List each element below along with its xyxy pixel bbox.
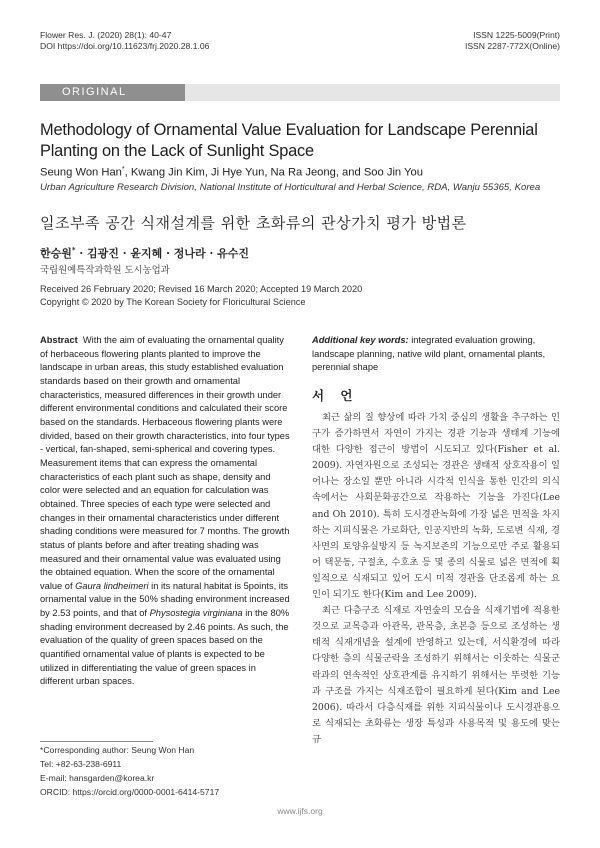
paper-title: Methodology of Ornamental Value Evaluation for Landscape Perennial Planting on the Lack of Sunlight Space [40,121,538,160]
article-type-band [40,84,560,115]
intro-paragraph-1: 최근 삶의 질 향상에 따라 가치 중심의 생활을 추구하는 인구가 증가하면서 자연이 가지는 경관 기능과 생태계 기능에 대한 다양한 접근이 방법이 시도되고 있다(Fisher et al. 2009). 자연자원으로 조성되는 경관은 생태적 상호작용이 일어나는 장소일 뿐만 아니라 시각적 인식을 통한 인간의 의식속에서는 사회문화공간으로 작용하는 기능을 가진다(Lee and Oh 2010). 특히 도시경관녹화에 가장 넓은 면적을 차지하는 지피식물은 가로화단, 인공지반의 녹화, 도로변 식재, 경사면의 토양유실방지 등 녹지보존의 기능으로만 주로 활용되어 택문동, 구절초, 수호초 등 몇 종의 식물로 넓은 면적에 획일적으로 식재되고 있어 도시 미적 경관을 단조롭게 하는 요인이 되기도 한다(Kim and Lee 2009). [312,412,560,601]
email-address[interactable]: E-mail: hansgarden@korea.kr [40,773,155,783]
journal-website[interactable]: www.ijfs.org [277,806,323,816]
article-dates [40,283,362,308]
korean-author-list [40,245,249,261]
issn-online: ISSN 2287-772X(Online) [464,41,560,51]
author-list [40,166,423,179]
abstract-paragraph [40,334,290,689]
corresponding-author: *Corresponding author: Seung Won Han [40,745,195,755]
correspondence-info [40,743,219,799]
coauthor-names: , Kwang Jin Kim, Ji Hye Yun, Na Ra Jeong, and Soo Jin You [124,166,423,179]
introduction-body [312,410,560,748]
abstract [40,334,290,689]
section-heading-introduction: 서 언 [312,388,359,403]
corresponding-author-name: Seung Won Han [40,166,122,179]
intro-paragraph-2: 최근 다층구조 식재로 자연숲의 모습을 식재기법에 적용한 것으로 교목층과 아관목, 관목층, 초본층 등으로 조성하는 생태적 식재개념을 설계에 반영하고 있는데, 서식환경에 따라 다양한 층의 식물군락을 조성하기 위해서는 이웃하는 식물군락과의 연속적인 상호관계를 유지하기 위해서는 뚜렷한 기능과 구조를 가지는 식재조합이 필요하게 된다(Kim and Lee 2006). 따라서 다층식재를 위한 지피식물이나 도시경관용으로 식재되는 초화류는 생장 특성과 사용목적 및 용도에 맞는 규 [312,605,560,745]
keywords-text: integrated evaluation growing, landscape planning, native wild plant, ornamental plants, perennial shape [312,335,546,373]
species-gaura: Gaura lindheimeri [75,580,149,591]
orcid-link[interactable]: ORCID: https://orcid.org/0000-0001-6414-5717 [40,787,220,797]
journal-citation: Flower Res. J. (2020) 28(1): 40-47 [40,30,172,40]
affiliation: Urban Agriculture Research Division, National Institute of Horticultural and Herbal Science, RDA, Wanju 55365, Korea [40,182,541,193]
keywords [312,334,560,375]
species-physostegia: Physostegia virginiana [149,608,243,619]
corresponding-mark: * [121,166,125,173]
korean-corresponding-author: 한승원 [40,247,72,260]
article-type-label: ORIGINAL ARTICLE [40,84,185,101]
footnote-divider [40,741,153,742]
abstract-text-3: in the 80% shading environment decreased by 2.46 points. As such, the evaluation of the quality of green spaces based on the quantified ornamental value of plants is expected to be utilized in differentiating the value of green spaces in different urban spaces. [40,608,290,687]
abstract-text-1: With the aim of evaluating the ornamental quality of herbaceous flowering plants planted to improve the landscape in urban areas, this study established evaluation standards based on their growth and ornamental characteristics, measured differences in their growth under different environmental conditions and calculated their score based on the standards. Herbaceous flowering plants were divided, based on their growth characteristics, into four types - vertical, fan-shaped, semi-spherical and covering types. Measurement items that can express the ornamental characteristics of each plant such as shape, density and color were selected and an equation for calculation was obtained. Three species of each type were selected and changes in their ornamental characteristics under different shading conditions were measured for 7 months. The growth status of plants before and after treating shading was measured and their ornamental value was evaluated using the obtained equation. When the score of the ornamental value of [40,335,290,591]
doi-link[interactable]: DOI https://doi.org/10.11623/frj.2020.28.1.06 [40,41,210,51]
korean-corresponding-mark: * [71,245,76,255]
korean-coauthors: · 김광진 · 윤지혜 · 정나라 · 유수진 [75,247,250,260]
journal-header [40,30,209,52]
telephone: Tel: +82-63-238-6911 [40,759,122,769]
korean-affiliation: 국립원예특작과학원 도시농업과 [40,265,170,276]
submission-history: Received 26 February 2020; Revised 16 March 2020; Accepted 19 March 2020 [40,284,363,294]
korean-title: 일조부족 공간 식재설계를 위한 초화류의 관상가치 평가 방법론 [40,214,467,232]
keywords-label: Additional key words: [312,335,409,345]
abstract-label: Abstract [40,335,78,345]
issn-print: ISSN 1225-5009(Print) [473,30,560,40]
abstract-text-2: in its natural habitat is 5points, its ornamental value in the 50% shading environment increased by 2.53 points, and that of [40,580,290,619]
issn-block [465,30,560,52]
copyright-notice: Copyright © 2020 by The Korean Society for Floricultural Science [40,296,306,307]
